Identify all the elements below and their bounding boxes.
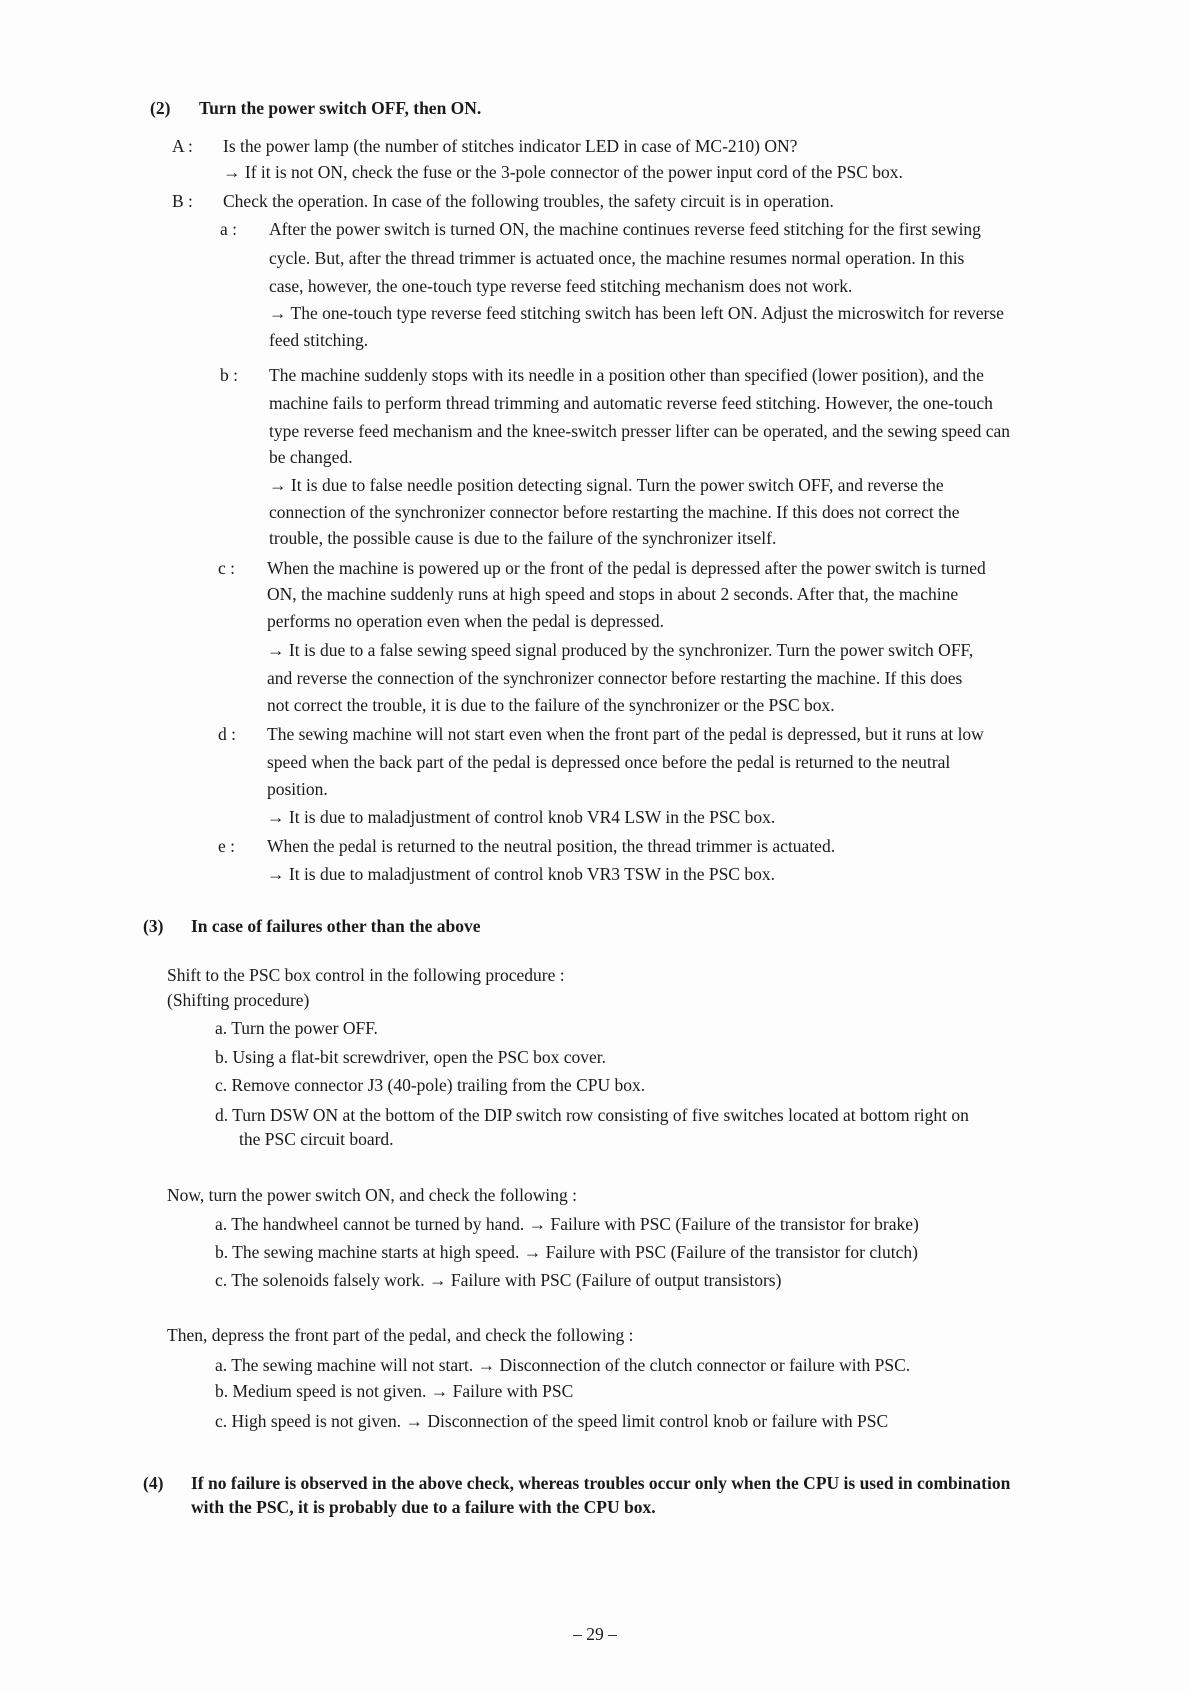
text-line: type reverse feed mechanism and the knee-switch presser lifter can be operated, and the sewing speed can (269, 421, 1010, 441)
text-line: cycle. But, after the thread trimmer is actuated once, the machine resumes normal operation. In this (269, 248, 965, 268)
text-line: Then, depress the front part of the pedal, and check the following : (167, 1325, 634, 1345)
text-line: Check the operation. In case of the following troubles, the safety circuit is in operation. (223, 191, 834, 211)
section-title: In case of failures other than the above (191, 916, 481, 936)
text-line: d. Turn DSW ON at the bottom of the DIP switch row consisting of five switches located at bottom right on (215, 1105, 969, 1125)
item-label: c : (218, 558, 236, 578)
text-line: The sewing machine will not start even when the front part of the pedal is depressed, but it runs at low (267, 724, 984, 744)
text-line: a. The handwheel cannot be turned by hand. → Failure with PSC (Failure of the transistor for brake) (215, 1214, 919, 1234)
text-line: → It is due to a false sewing speed signal produced by the synchronizer. Turn the power switch OFF, (267, 640, 974, 660)
text-line: After the power switch is turned ON, the machine continues reverse feed stitching for the first sewing (269, 219, 981, 239)
text-line: b. The sewing machine starts at high speed. → Failure with PSC (Failure of the transistor for clutch) (215, 1242, 918, 1262)
section-number: (3) (143, 916, 164, 936)
text-line: and reverse the connection of the synchronizer connector before restarting the machine. If this does (267, 668, 963, 688)
text-line: Now, turn the power switch ON, and check the following : (167, 1185, 578, 1205)
item-label: a : (220, 219, 238, 239)
text-line: If no failure is observed in the above check, whereas troubles occur only when the CPU is used in combination (191, 1473, 1011, 1493)
item-label: B : (172, 191, 193, 211)
text-line: c. Remove connector J3 (40-pole) trailing from the CPU box. (215, 1075, 646, 1095)
text-line: Shift to the PSC box control in the following procedure : (167, 965, 565, 985)
text-line: a. The sewing machine will not start. → Disconnection of the clutch connector or failure with PSC. (215, 1355, 911, 1375)
text-line: a. Turn the power OFF. (215, 1018, 378, 1038)
text-line: position. (267, 779, 328, 799)
text-line: speed when the back part of the pedal is depressed once before the pedal is returned to the neutral (267, 752, 951, 772)
section-title: Turn the power switch OFF, then ON. (199, 98, 482, 118)
text-line: → It is due to maladjustment of control knob VR3 TSW in the PSC box. (267, 864, 775, 884)
text-line: case, however, the one-touch type reverse feed stitching mechanism does not work. (269, 276, 853, 296)
section-number: (2) (150, 98, 171, 118)
text-line: performs no operation even when the pedal is depressed. (267, 611, 665, 631)
item-label: e : (218, 836, 236, 856)
text-line: ON, the machine suddenly runs at high speed and stops in about 2 seconds. After that, the machine (267, 584, 959, 604)
text-line: → The one-touch type reverse feed stitching switch has been left ON. Adjust the microswitch for reverse (269, 303, 1004, 323)
item-label: b : (220, 365, 238, 385)
text-line: Is the power lamp (the number of stitches indicator LED in case of MC-210) ON? (223, 136, 798, 156)
section-number: (4) (143, 1473, 164, 1493)
text-line: not correct the trouble, it is due to the failure of the synchronizer or the PSC box. (267, 695, 835, 715)
text-line: c. The solenoids falsely work. → Failure with PSC (Failure of output transistors) (215, 1270, 782, 1290)
text-line: with the PSC, it is probably due to a failure with the CPU box. (191, 1497, 656, 1517)
text-line: (Shifting procedure) (167, 990, 310, 1010)
text-line: → It is due to maladjustment of control knob VR4 LSW in the PSC box. (267, 807, 776, 827)
text-line: → If it is not ON, check the fuse or the 3-pole connector of the power input cord of the PSC box. (223, 162, 903, 182)
page-number: – 29 – (573, 1624, 617, 1644)
text-line: When the machine is powered up or the front of the pedal is depressed after the power switch is turned (267, 558, 986, 578)
text-line: machine fails to perform thread trimming and automatic reverse feed stitching. However, the one-touch (269, 393, 993, 413)
text-line: connection of the synchronizer connector before restarting the machine. If this does not correct the (269, 502, 960, 522)
text-line: c. High speed is not given. → Disconnection of the speed limit control knob or failure with PSC (215, 1411, 889, 1431)
text-line: The machine suddenly stops with its needle in a position other than specified (lower position), and the (269, 365, 984, 385)
text-line: b. Medium speed is not given. → Failure with PSC (215, 1381, 574, 1401)
text-line: the PSC circuit board. (239, 1129, 394, 1149)
text-line: When the pedal is returned to the neutral position, the thread trimmer is actuated. (267, 836, 836, 856)
item-label: A : (172, 136, 193, 156)
text-line: b. Using a flat-bit screwdriver, open the PSC box cover. (215, 1047, 607, 1067)
text-line: feed stitching. (269, 330, 369, 350)
text-line: trouble, the possible cause is due to the failure of the synchronizer itself. (269, 528, 777, 548)
text-line: → It is due to false needle position detecting signal. Turn the power switch OFF, and reverse the (269, 475, 944, 495)
text-line: be changed. (269, 447, 353, 467)
item-label: d : (218, 724, 236, 744)
